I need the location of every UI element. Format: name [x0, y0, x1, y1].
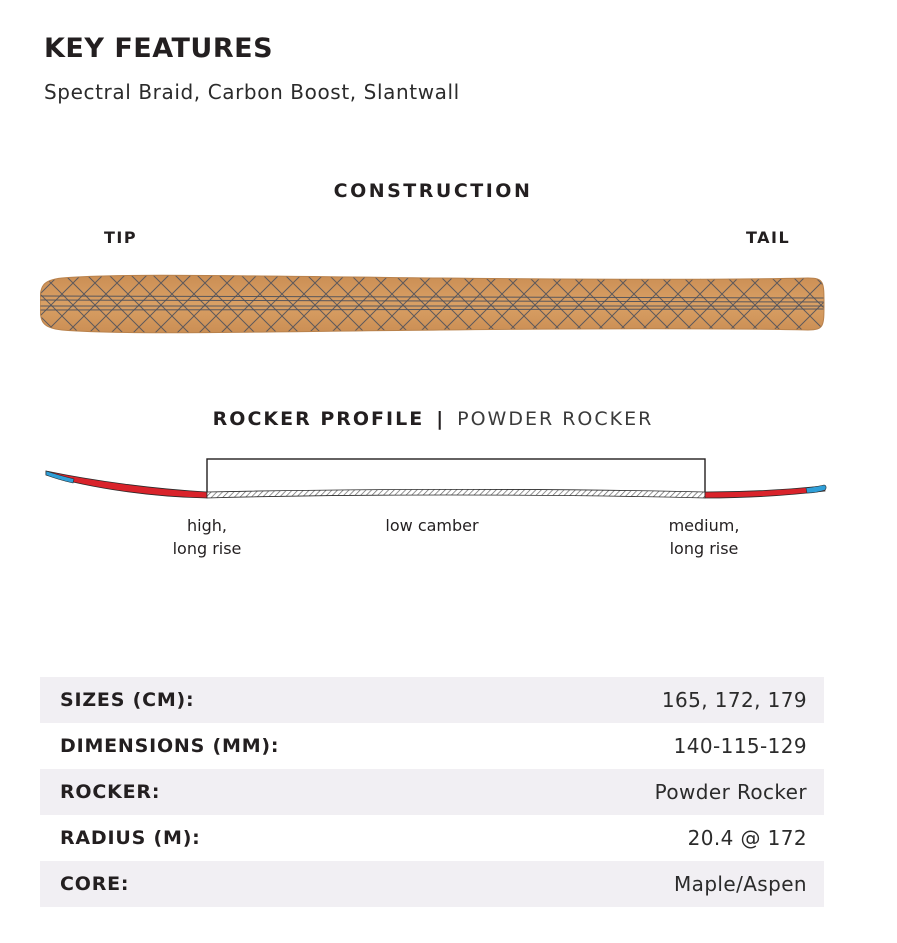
spec-row-core — [40, 861, 824, 907]
key-features-list: Spectral Braid, Carbon Boost, Slantwall — [44, 80, 460, 104]
spec-label: SIZES (CM): — [60, 689, 195, 711]
rocker-profile-graphic — [44, 455, 834, 505]
spec-value: 140-115-129 — [673, 734, 807, 758]
spec-label: RADIUS (M): — [60, 827, 201, 849]
rocker-profile-heading — [0, 408, 866, 430]
spec-label: CORE: — [60, 873, 130, 895]
rocker-profile-label: ROCKER PROFILE — [212, 408, 425, 430]
rocker-profile-value: POWDER ROCKER — [457, 408, 654, 430]
camber-note — [372, 514, 492, 537]
tail-rise-note-text: medium, long rise — [668, 516, 740, 558]
spec-value: 165, 172, 179 — [661, 688, 807, 712]
spec-value: Powder Rocker — [654, 780, 807, 804]
spec-row-dimensions — [40, 723, 824, 769]
spec-row-rocker — [40, 769, 824, 815]
ski-braid-pattern — [40, 272, 830, 336]
tail-label: TAIL — [746, 228, 791, 247]
specs-table — [40, 677, 824, 907]
camber-bracket — [207, 459, 705, 494]
key-features-title: KEY FEATURES — [44, 33, 274, 64]
camber-note-text: low camber — [385, 516, 479, 535]
tip-rise-note-text: high, long rise — [172, 516, 242, 558]
tail-accent — [806, 485, 826, 493]
spec-value: Maple/Aspen — [674, 872, 807, 896]
tail-rise-note — [644, 514, 764, 560]
tip-label: TIP — [104, 228, 138, 247]
spec-label: ROCKER: — [60, 781, 161, 803]
construction-title: CONSTRUCTION — [333, 180, 533, 202]
spec-value: 20.4 @ 172 — [687, 826, 807, 850]
tip-rocker-zone — [46, 471, 207, 498]
camber-zone — [207, 489, 705, 498]
rocker-profile-separator: | — [436, 408, 446, 430]
tip-rise-note — [147, 514, 267, 560]
ski-construction-graphic — [40, 272, 830, 336]
spec-row-radius — [40, 815, 824, 861]
spec-row-sizes — [40, 677, 824, 723]
spec-label: DIMENSIONS (MM): — [60, 735, 280, 757]
